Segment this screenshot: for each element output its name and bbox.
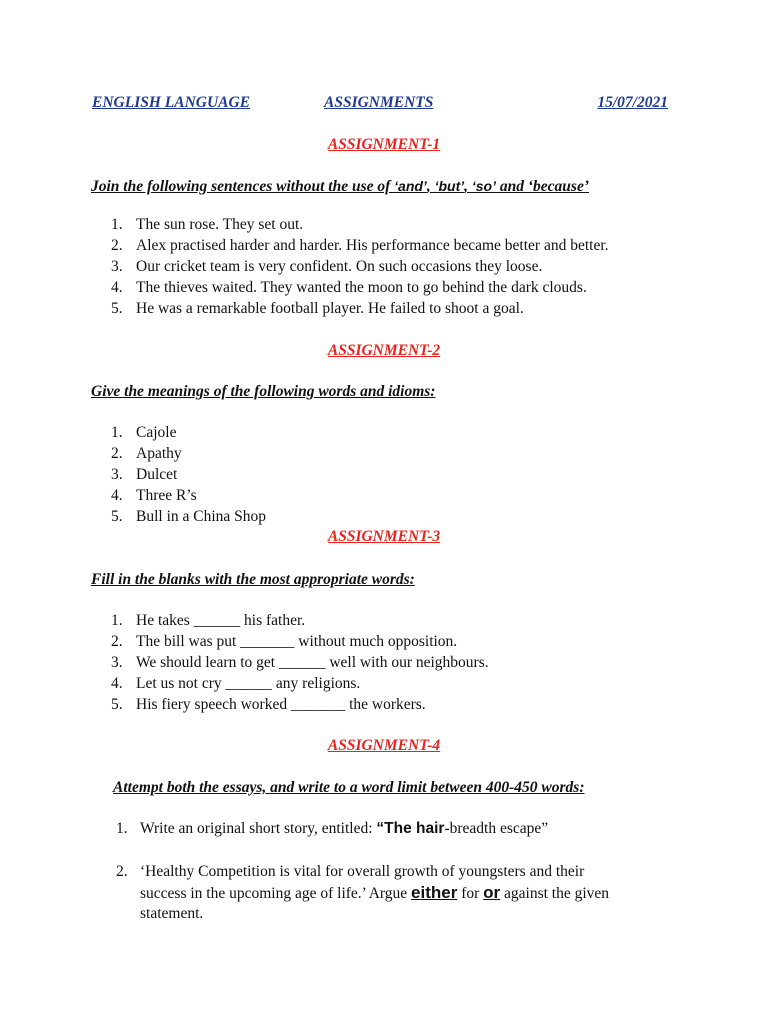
list-item bbox=[0, 214, 609, 235]
item-number: 1. bbox=[116, 820, 128, 837]
assignment-3-title: ASSIGNMENT-3 bbox=[327, 528, 441, 545]
item-text: Let us not cry ______ any religions. bbox=[136, 675, 361, 692]
list-item bbox=[0, 422, 266, 443]
essay-2-line-1: ‘Healthy Competition is vital for overall growth of youngsters and their bbox=[140, 863, 585, 880]
essay-1 bbox=[0, 818, 768, 840]
item-text: The sun rose. They set out. bbox=[136, 216, 304, 233]
instruction-prefix: Join the following sentences without the use of bbox=[91, 178, 395, 195]
essay-2-line-2-prefix: success in the upcoming age of life.’ Argue bbox=[140, 885, 412, 902]
essay-1-prefix: Write an original short story, entitled: bbox=[140, 820, 377, 837]
assignment-2-instruction: Give the meanings of the following words and idioms: bbox=[91, 383, 436, 400]
item-text: He takes ______ his father. bbox=[136, 612, 306, 629]
word-and: ‘and’ bbox=[394, 178, 427, 194]
assignment-4-instruction: Attempt both the essays, and write to a word limit between 400-450 words: bbox=[113, 779, 585, 796]
header-title: ASSIGNMENTS bbox=[324, 94, 434, 111]
list-item bbox=[0, 673, 489, 694]
item-number: 3. bbox=[111, 258, 123, 275]
item-number: 1. bbox=[111, 424, 123, 441]
assignment-1-title: ASSIGNMENT-1 bbox=[327, 136, 441, 153]
item-number: 1. bbox=[111, 216, 123, 233]
item-number: 3. bbox=[111, 466, 123, 483]
essay-1-open-quote: “ bbox=[376, 820, 385, 837]
item-number: 2. bbox=[111, 237, 123, 254]
separator: , bbox=[426, 178, 435, 195]
list-item bbox=[0, 694, 489, 715]
item-text: Three R’s bbox=[136, 487, 197, 504]
item-text: Apathy bbox=[136, 445, 182, 462]
item-number: 1. bbox=[111, 612, 123, 629]
item-text: Alex practised harder and harder. His performance became better and better. bbox=[136, 237, 609, 254]
instruction-suffix: and ‘because’ bbox=[496, 178, 589, 195]
item-text: Dulcet bbox=[136, 466, 178, 483]
list-item bbox=[0, 298, 609, 319]
item-text: His fiery speech worked _______ the workers. bbox=[136, 696, 426, 713]
essay-1-bold-part: The hair bbox=[384, 820, 445, 837]
or-word: or bbox=[483, 883, 501, 902]
item-text: The thieves waited. They wanted the moon to go behind the dark clouds. bbox=[136, 279, 587, 296]
list-item bbox=[0, 631, 489, 652]
list-item bbox=[0, 277, 609, 298]
assignment-2-list bbox=[0, 422, 266, 527]
list-item bbox=[0, 506, 266, 527]
item-text: The bill was put _______ without much opposition. bbox=[136, 633, 458, 650]
word-so: ‘so’ bbox=[471, 178, 496, 194]
item-text: Our cricket team is very confident. On such occasions they loose. bbox=[136, 258, 543, 275]
item-text: We should learn to get ______ well with our neighbours. bbox=[136, 654, 489, 671]
item-number: 4. bbox=[111, 675, 123, 692]
item-number: 2. bbox=[116, 863, 128, 880]
assignment-3-list bbox=[0, 610, 489, 715]
item-text: Bull in a China Shop bbox=[136, 508, 267, 525]
list-item bbox=[0, 485, 266, 506]
assignment-2-title: ASSIGNMENT-2 bbox=[327, 342, 441, 359]
header-date: 15/07/2021 bbox=[597, 94, 668, 111]
item-number: 5. bbox=[111, 508, 123, 525]
essay-2-line-3: statement. bbox=[140, 905, 204, 922]
list-item bbox=[0, 256, 609, 277]
for-word: for bbox=[457, 885, 484, 902]
item-number: 3. bbox=[111, 654, 123, 671]
assignment-3-instruction: Fill in the blanks with the most appropriate words: bbox=[91, 571, 415, 588]
list-item bbox=[0, 235, 609, 256]
assignment-1-instruction bbox=[91, 178, 589, 196]
separator: , bbox=[464, 178, 472, 195]
item-number: 4. bbox=[111, 279, 123, 296]
page-header bbox=[92, 94, 668, 116]
essay-2 bbox=[0, 861, 768, 927]
list-item bbox=[0, 610, 489, 631]
list-item bbox=[0, 652, 489, 673]
list-item bbox=[0, 464, 266, 485]
item-number: 2. bbox=[111, 633, 123, 650]
item-number: 5. bbox=[111, 300, 123, 317]
item-number: 2. bbox=[111, 445, 123, 462]
list-item bbox=[0, 443, 266, 464]
essay-1-text bbox=[140, 818, 548, 839]
essay-1-suffix: -breadth escape” bbox=[444, 820, 549, 837]
item-text: Cajole bbox=[136, 424, 177, 441]
essay-2-line-2 bbox=[140, 882, 609, 904]
item-text: He was a remarkable football player. He failed to shoot a goal. bbox=[136, 300, 524, 317]
word-but: ‘but’ bbox=[434, 178, 465, 194]
either-word: either bbox=[411, 883, 458, 902]
essay-2-line-2-suffix: against the given bbox=[500, 885, 610, 902]
header-subject: ENGLISH LANGUAGE bbox=[92, 94, 251, 111]
assignment-1-list bbox=[0, 214, 609, 319]
item-number: 5. bbox=[111, 696, 123, 713]
item-number: 4. bbox=[111, 487, 123, 504]
assignment-4-title: ASSIGNMENT-4 bbox=[327, 737, 441, 754]
